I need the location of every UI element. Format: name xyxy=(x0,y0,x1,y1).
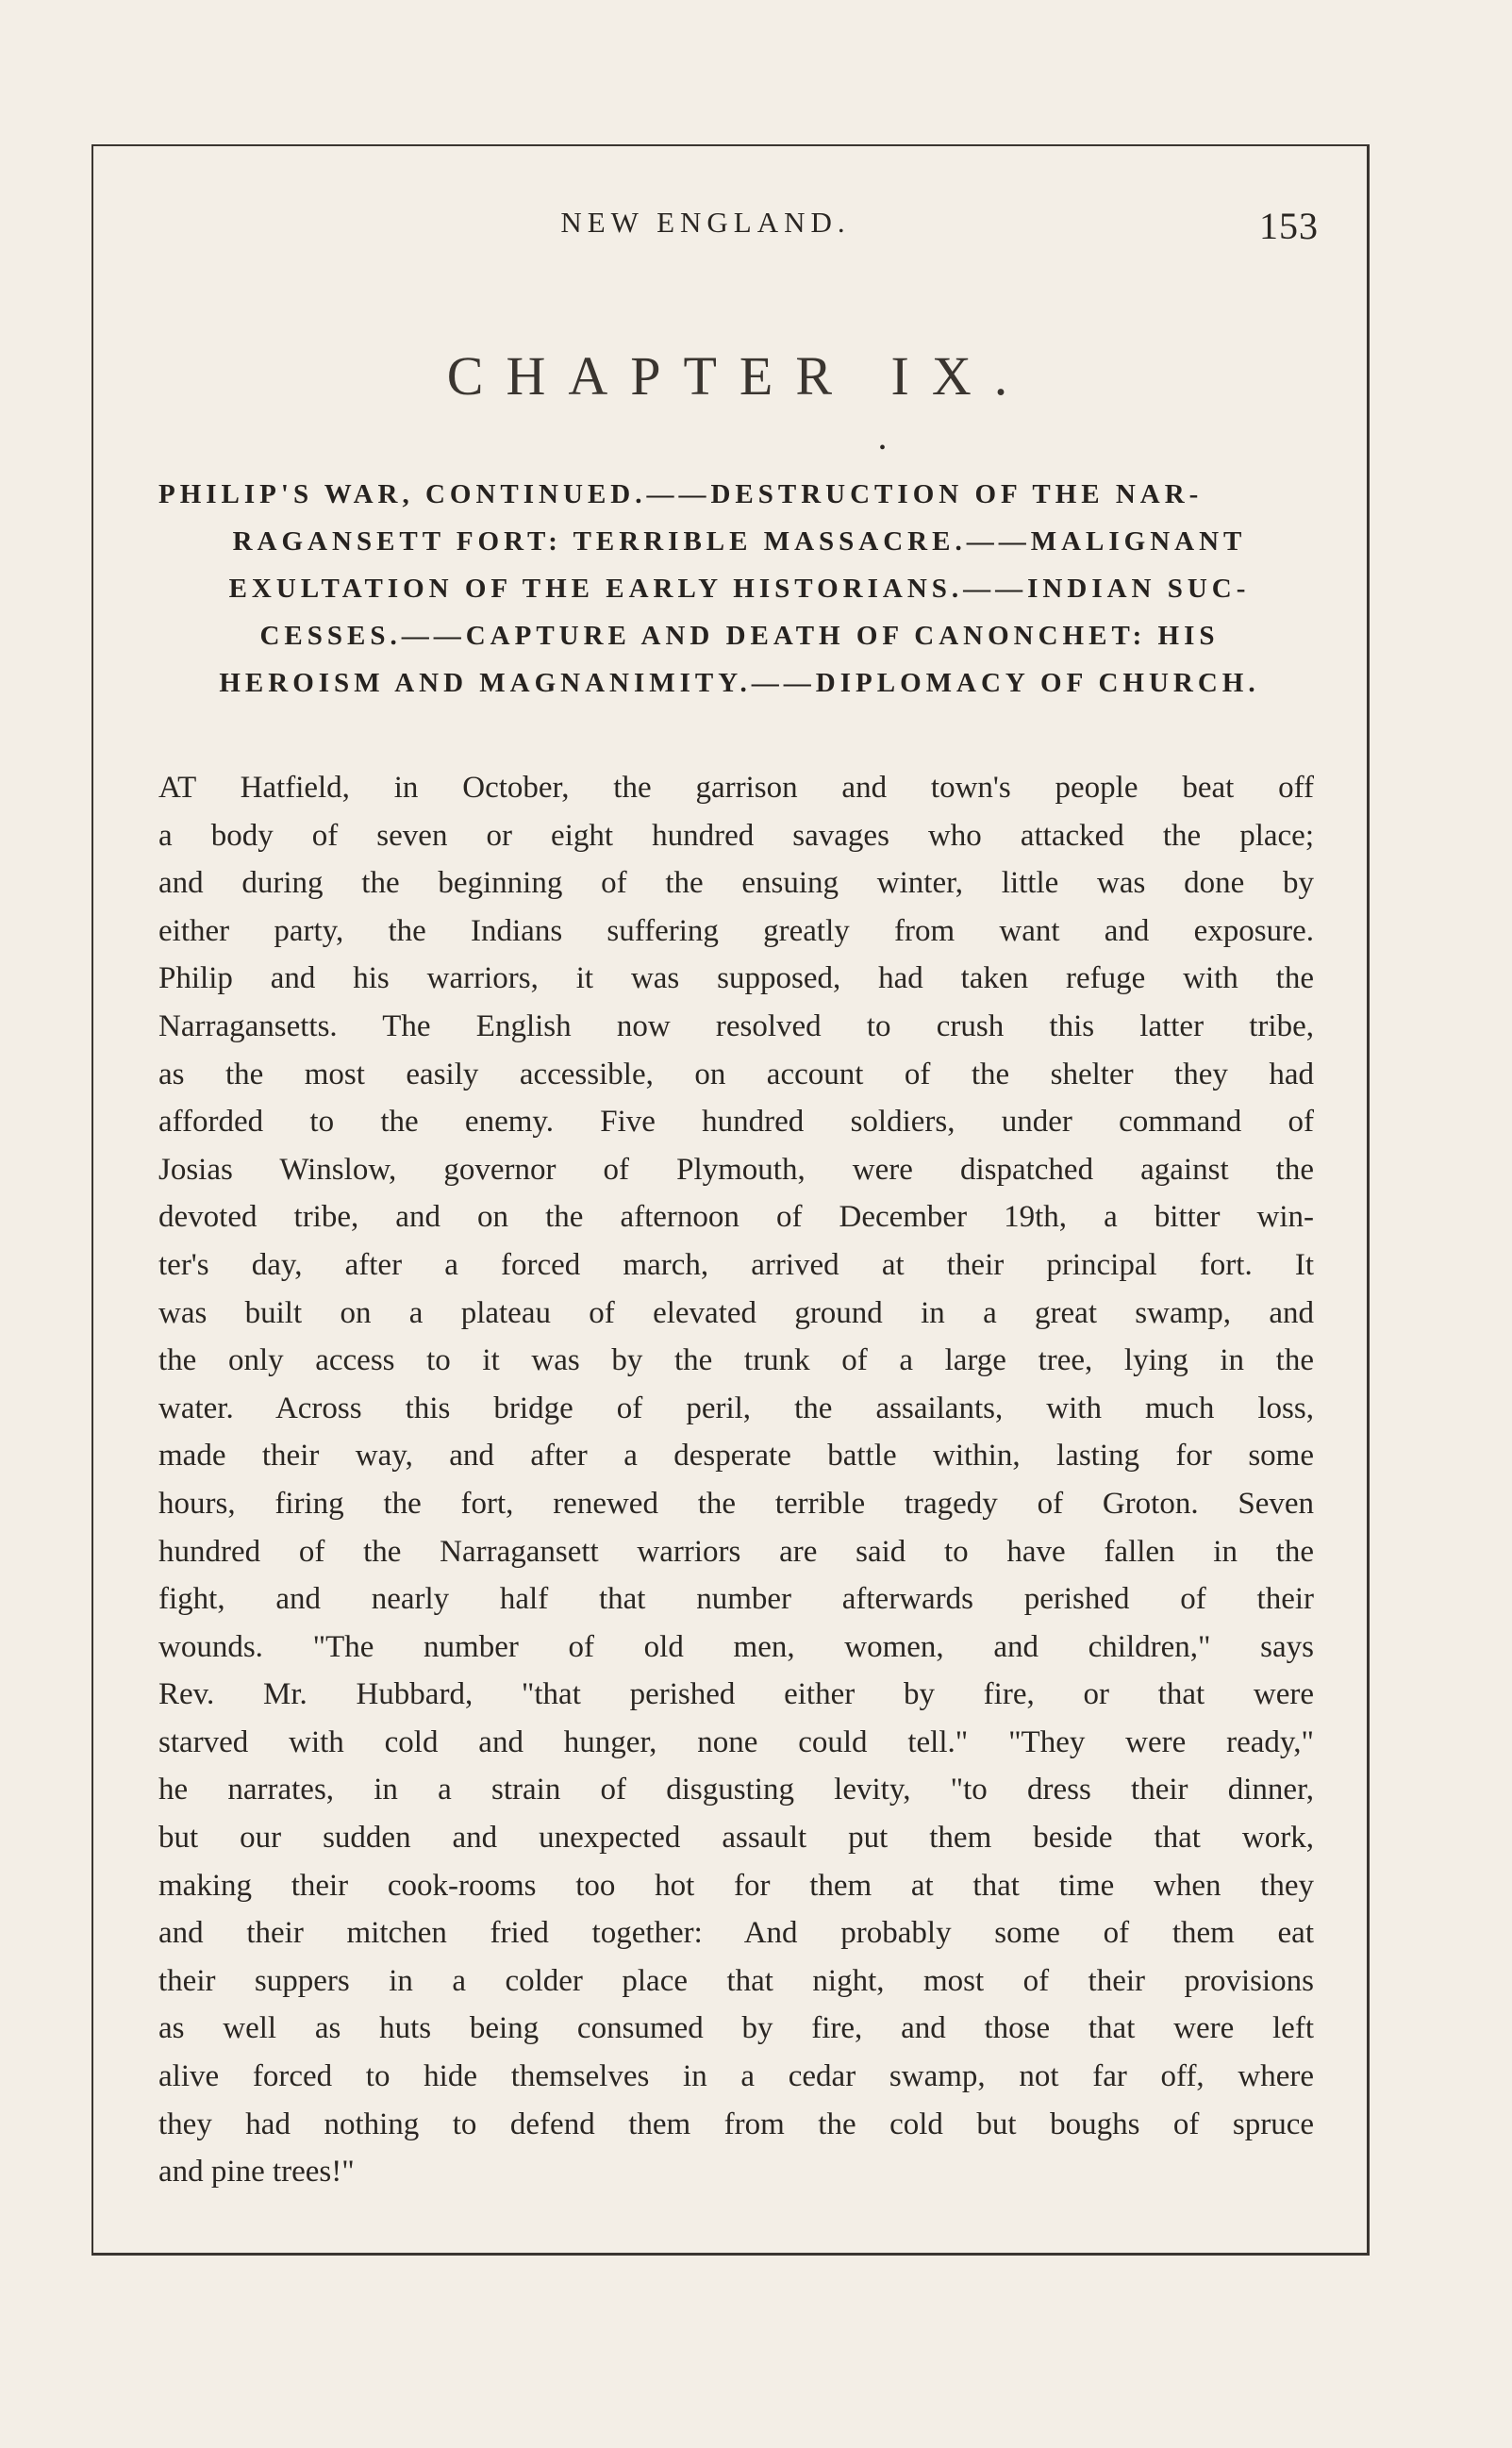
body-line: fight, and nearly half that number afterwards perished of their xyxy=(158,1582,1314,1617)
body-line: a body of seven or eight hundred savages who attacked the place; xyxy=(158,818,1314,853)
body-line: but our sudden and unexpected assault put them beside that work, xyxy=(158,1821,1314,1856)
body-line: and during the beginning of the ensuing winter, little was done by xyxy=(158,866,1314,901)
summary-line: HEROISM AND MAGNANIMITY.——DIPLOMACY OF CHURCH. xyxy=(219,668,1260,698)
body-line: made their way, and after a desperate battle within, lasting for some xyxy=(158,1439,1314,1474)
chapter-heading: CHAPTER IX. xyxy=(446,345,1031,407)
body-line: making their cook-rooms too hot for them at that time when they xyxy=(158,1868,1314,1903)
body-line: Josias Winslow, governor of Plymouth, were dispatched against the xyxy=(158,1152,1314,1187)
running-head xyxy=(158,198,1319,255)
body-line: as well as huts being consumed by fire, and those that were left xyxy=(158,2011,1314,2046)
body-line: wounds. "The number of old men, women, and children," says xyxy=(158,1629,1314,1664)
body-line: starved with cold and hunger, none could tell." "They were ready," xyxy=(158,1724,1314,1759)
body-line: water. Across this bridge of peril, the assailants, with much loss, xyxy=(158,1391,1314,1425)
body-line: hours, firing the fort, renewed the terrible tragedy of Groton. Seven xyxy=(158,1486,1314,1521)
summary-line: PHILIP'S WAR, CONTINUED.——DESTRUCTION OF THE NAR- xyxy=(158,479,1204,509)
summary-line: CESSES.——CAPTURE AND DEATH OF CANONCHET: HIS xyxy=(259,621,1220,651)
body-line: ter's day, after a forced march, arrived at their principal fort. It xyxy=(158,1247,1314,1282)
body-line: Narragansetts. The English now resolved to crush this latter tribe, xyxy=(158,1008,1314,1043)
body-line: hundred of the Narragansett warriors are said to have fallen in the xyxy=(158,1534,1314,1569)
body-line: alive forced to hide themselves in a cedar swamp, not far off, where xyxy=(158,2059,1314,2094)
body-line: and their mitchen fried together: And probably some of them eat xyxy=(158,1916,1314,1951)
body-line: was built on a plateau of elevated ground in a great swamp, and xyxy=(158,1295,1314,1330)
body-line: they had nothing to defend them from the cold but boughs of spruce xyxy=(158,2107,1314,2141)
body-line: devoted tribe, and on the afternoon of December 19th, a bitter win- xyxy=(158,1200,1314,1235)
body-line: either party, the Indians suffering greatly from want and exposure. xyxy=(158,913,1314,948)
body-line: their suppers in a colder place that night, most of their provisions xyxy=(158,1963,1314,1998)
summary-line: RAGANSETT FORT: TERRIBLE MASSACRE.——MALIGNANT xyxy=(232,526,1247,557)
body-line: he narrates, in a strain of disgusting levity, "to dress their dinner, xyxy=(158,1773,1314,1807)
body-line: the only access to it was by the trunk of a large tree, lying in the xyxy=(158,1343,1314,1378)
body-line: Rev. Mr. Hubbard, "that perished either by fire, or that were xyxy=(158,1677,1314,1712)
body-line: AT Hatfield, in October, the garrison and town's people beat off xyxy=(158,771,1314,805)
summary-line: EXULTATION OF THE EARLY HISTORIANS.——INDIAN SUC- xyxy=(228,574,1251,604)
page-number: 153 xyxy=(1259,205,1319,247)
body-line: and pine trees!" xyxy=(158,2155,355,2190)
ornament-bullet: • xyxy=(879,438,887,458)
body-paragraph xyxy=(158,764,1314,2196)
body-line: Philip and his warriors, it was supposed, had taken refuge with the xyxy=(158,961,1314,996)
body-line: as the most easily accessible, on account of the shelter they had xyxy=(158,1057,1314,1091)
running-title: NEW ENGLAND. xyxy=(560,206,851,239)
body-line: afforded to the enemy. Five hundred soldiers, under command of xyxy=(158,1105,1314,1140)
